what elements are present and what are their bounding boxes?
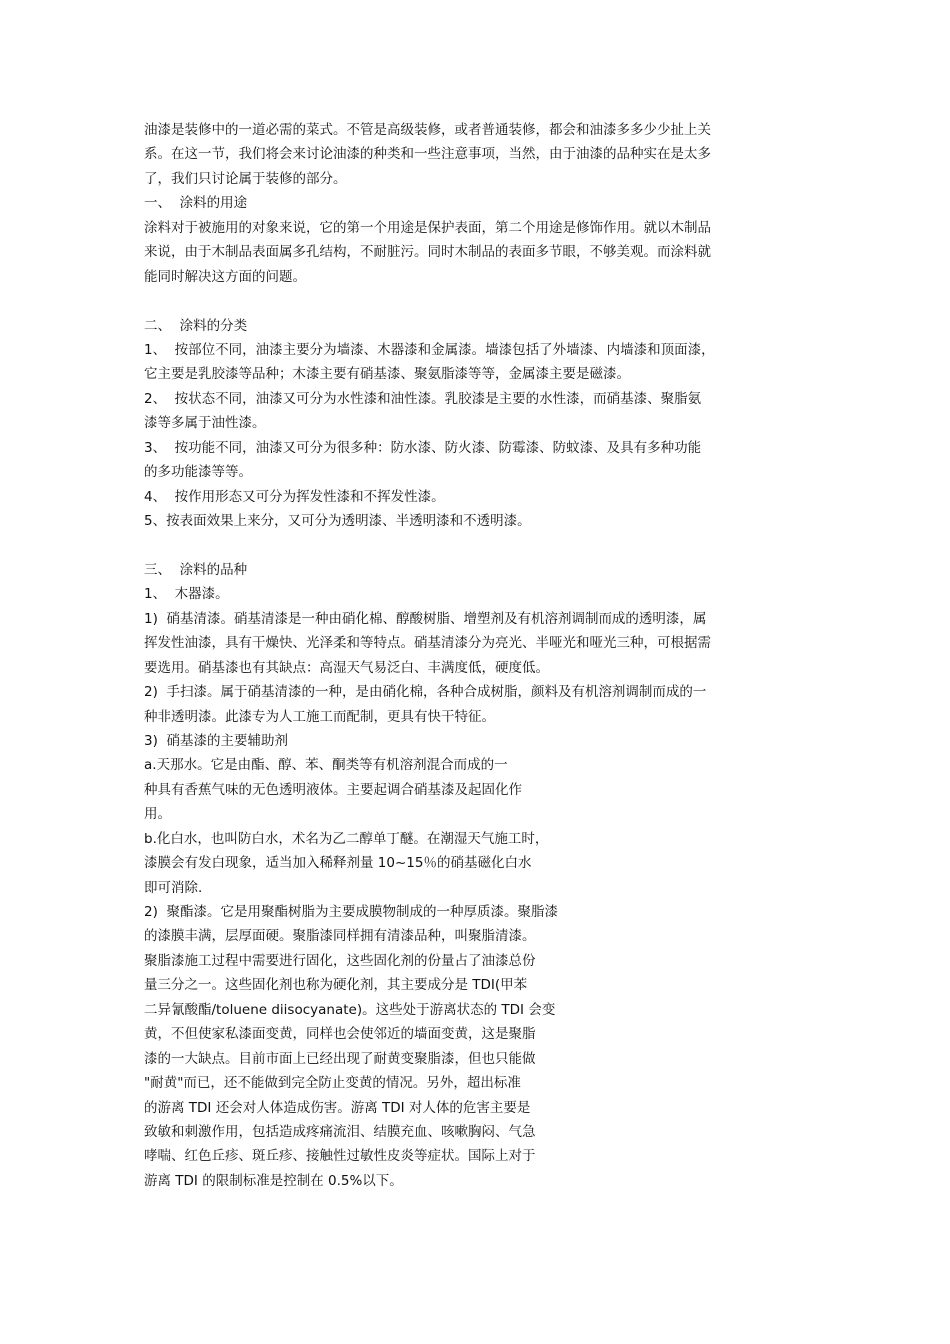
text-line: 1) 硝基清漆。硝基清漆是一种由硝化棉、醇酸树脂、增塑剂及有机溶剂调制而成的透明漆，属 — [144, 610, 707, 627]
text-line: 二异氰酸酯/toluene diisocyanate)。这些处于游离状态的 TDI 会变 — [144, 1001, 556, 1018]
text-line: 要选用。硝基漆也有其缺点：高湿天气易泛白、丰满度低，硬度低。 — [144, 659, 549, 676]
text-line: 即可消除. — [144, 879, 203, 896]
text-line: 了，我们只讨论属于装修的部分。 — [144, 170, 347, 187]
text-line: 漆等多属于油性漆。 — [144, 415, 266, 432]
text-line: 涂料对于被施用的对象来说，它的第一个用途是保护表面，第二个用途是修饰作用。就以木制品 — [144, 219, 711, 236]
text-line: 1、 木器漆。 — [144, 586, 229, 603]
text-line: 的漆膜丰满，层厚面硬。聚脂漆同样拥有清漆品种，叫聚脂清漆。 — [144, 928, 536, 945]
text-line: 漆的一大缺点。目前市面上已经出现了耐黄变聚脂漆，但也只能做 — [144, 1050, 536, 1067]
text-line: 一、 涂料的用途 — [144, 195, 248, 212]
text-line: "耐黄"而已，还不能做到完全防止变黄的情况。另外，超出标准 — [144, 1075, 521, 1092]
text-line: 游离 TDI 的限制标准是控制在 0.5%以下。 — [144, 1172, 403, 1189]
text-line: 系。在这一节，我们将会来讨论油漆的种类和一些注意事项，当然，由于油漆的品种实在是太多 — [144, 146, 711, 163]
text-line: b.化白水，也叫防白水，术名为乙二醇单丁醚。在潮湿天气施工时， — [144, 830, 549, 847]
text-line: 挥发性油漆，具有干燥快、光泽柔和等特点。硝基清漆分为亮光、半哑光和哑光三种，可根据需 — [144, 635, 711, 652]
text-line: 三、 涂料的品种 — [144, 561, 248, 578]
text-line: 用。 — [144, 806, 171, 823]
text-line: 量三分之一。这些固化剂也称为硬化剂，其主要成分是 TDI(甲苯 — [144, 977, 528, 994]
blank-line — [144, 533, 814, 557]
text-line: 的多功能漆等等。 — [144, 464, 252, 481]
document-body — [144, 118, 814, 1193]
text-line: 漆膜会有发白现象，适当加入稀释剂量 10~15％的硝基磁化白水 — [144, 855, 532, 872]
text-line: 种非透明漆。此漆专为人工施工而配制，更具有快干特征。 — [144, 708, 495, 725]
blank-line — [144, 289, 814, 313]
text-line: 2、 按状态不同，油漆又可分为水性漆和油性漆。乳胶漆是主要的水性漆，而硝基漆、聚脂氨 — [144, 390, 702, 407]
text-line: 3) 硝基漆的主要辅助剂 — [144, 732, 288, 749]
text-line: 4、 按作用形态又可分为挥发性漆和不挥发性漆。 — [144, 488, 445, 505]
text-line: 来说，由于木制品表面属多孔结构，不耐脏污。同时木制品的表面多节眼，不够美观。而涂料就 — [144, 244, 711, 261]
text-line: 聚脂漆施工过程中需要进行固化，这些固化剂的份量占了油漆总份 — [144, 952, 536, 969]
text-line: 5、按表面效果上来分，又可分为透明漆、半透明漆和不透明漆。 — [144, 513, 531, 529]
text-line: 它主要是乳胶漆等品种；木漆主要有硝基漆、聚氨脂漆等等，金属漆主要是磁漆。 — [144, 366, 630, 383]
text-line: a.天那水。它是由酯、醇、苯、酮类等有机溶剂混合而成的一 — [144, 757, 508, 774]
text-line: 哮喘、红色丘疹、斑丘疹、接触性过敏性皮炎等症状。国际上对于 — [144, 1148, 536, 1165]
text-line: 2) 聚酯漆。它是用聚酯树脂为主要成膜物制成的一种厚质漆。聚脂漆 — [144, 904, 558, 920]
text-line: 二、 涂料的分类 — [144, 317, 248, 334]
text-line: 能同时解决这方面的问题。 — [144, 268, 306, 285]
text-line: 1、 按部位不同，油漆主要分为墙漆、木器漆和金属漆。墙漆包括了外墙漆、内墙漆和顶面漆， — [144, 341, 715, 358]
text-line: 3、 按功能不同，油漆又可分为很多种：防水漆、防火漆、防霉漆、防蚊漆、及具有多种功能 — [144, 439, 702, 456]
text-line: 2) 手扫漆。属于硝基清漆的一种，是由硝化棉，各种合成树脂，颜料及有机溶剂调制而成的一 — [144, 684, 707, 701]
text-line: 致敏和刺激作用，包括造成疼痛流泪、结膜充血、咳嗽胸闷、气急 — [144, 1123, 536, 1140]
text-line: 的游离 TDI 还会对人体造成伤害。游离 TDI 对人体的危害主要是 — [144, 1099, 531, 1116]
text-line: 种具有香蕉气味的无色透明液体。主要起调合硝基漆及起固化作 — [144, 781, 522, 798]
text-line: 油漆是装修中的一道必需的菜式。不管是高级装修，或者普通装修，都会和油漆多多少少扯上关 — [144, 122, 711, 138]
text-line: 黄，不但使家私漆面变黄，同样也会使邻近的墙面变黄，这是聚脂 — [144, 1026, 536, 1043]
